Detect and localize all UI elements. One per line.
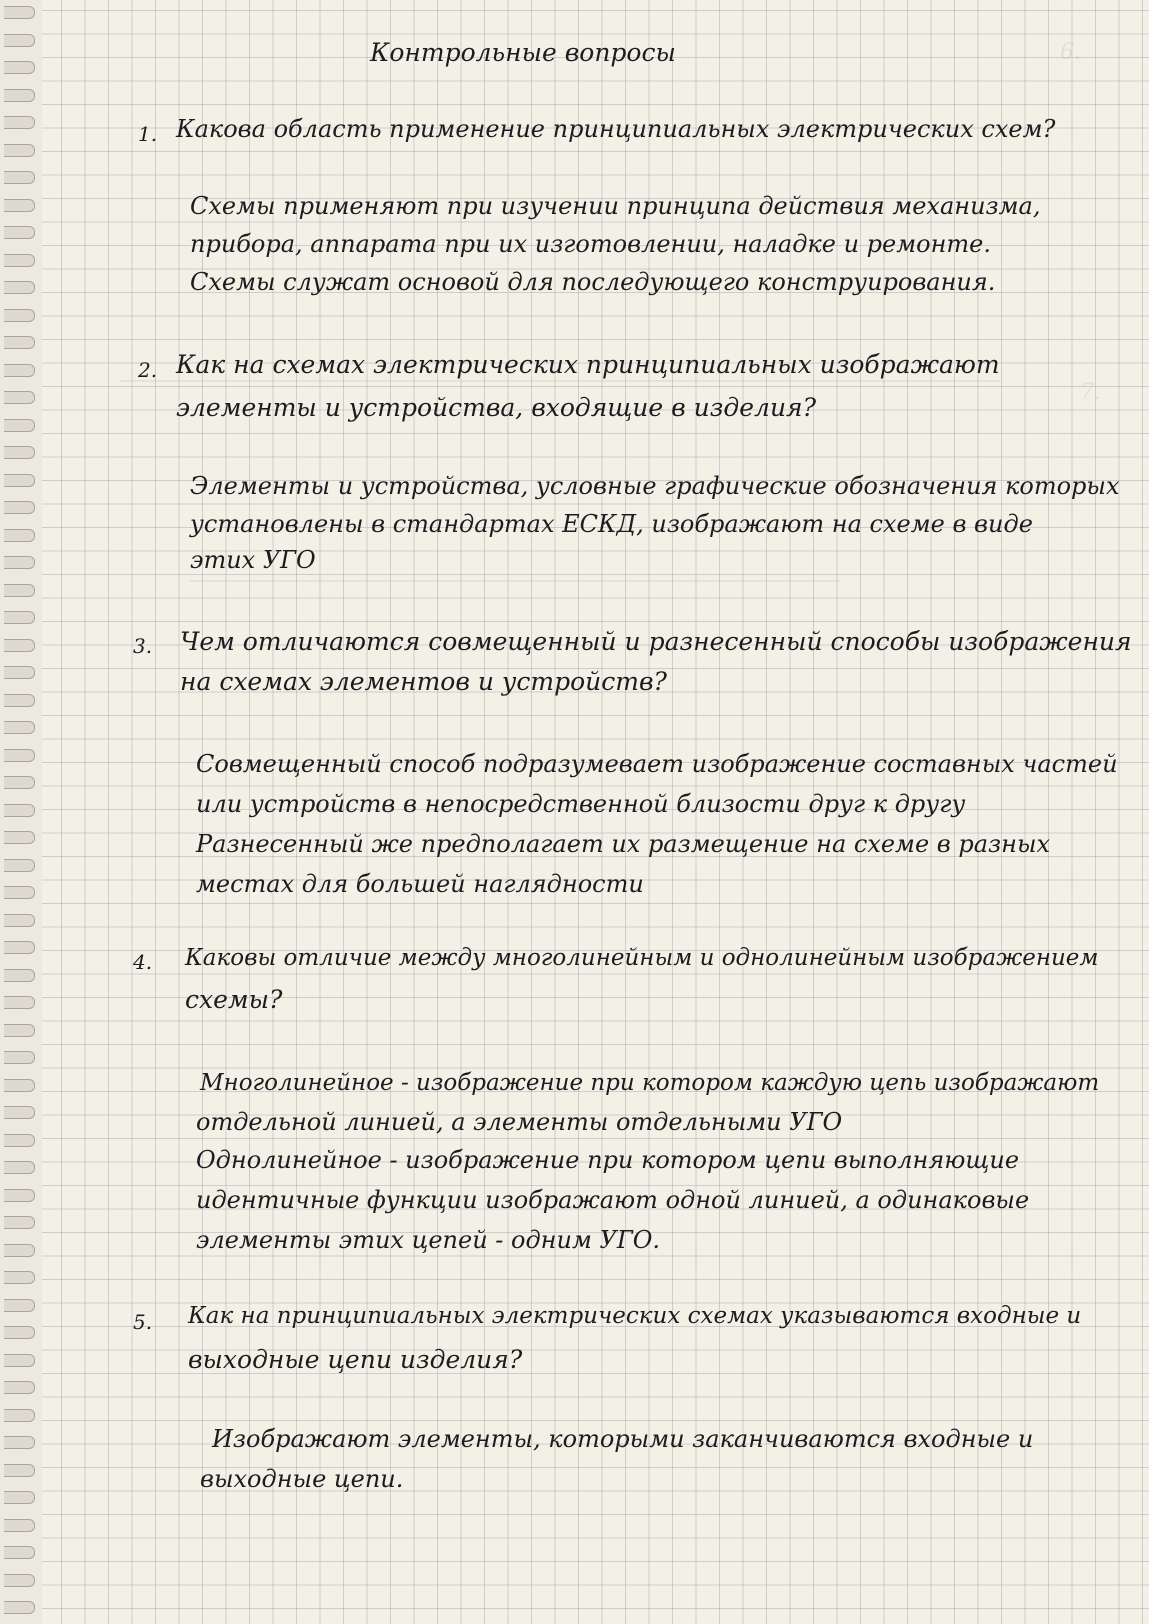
question-number: 2. (138, 358, 158, 382)
binding-hole (4, 1354, 35, 1367)
binding-hole (4, 1409, 35, 1422)
spiral-binding-edge (0, 0, 42, 1624)
binding-hole (4, 309, 35, 322)
binding-hole (4, 1079, 35, 1092)
question-number: 1. (138, 122, 158, 146)
question-number: 5. (133, 1310, 153, 1334)
binding-hole (4, 584, 35, 597)
binding-hole (4, 1546, 35, 1559)
binding-hole (4, 1601, 35, 1614)
binding-hole (4, 941, 35, 954)
answer-text: этих УГО (190, 546, 316, 574)
binding-hole (4, 556, 35, 569)
binding-hole (4, 1491, 35, 1504)
answer-text: Многолинейное - изображение при котором каждую цепь изображают (200, 1070, 1100, 1096)
binding-hole (4, 529, 35, 542)
binding-hole (4, 969, 35, 982)
binding-hole (4, 914, 35, 927)
binding-hole (4, 6, 35, 19)
bleed-through-mark: 6. (1060, 40, 1081, 65)
binding-hole (4, 1189, 35, 1202)
binding-hole (4, 694, 35, 707)
binding-hole (4, 1271, 35, 1284)
binding-hole (4, 391, 35, 404)
binding-hole (4, 1381, 35, 1394)
binding-hole (4, 226, 35, 239)
binding-hole (4, 501, 35, 514)
binding-hole (4, 776, 35, 789)
question-text: Какова область применение принципиальных электрических схем? (176, 115, 1056, 143)
binding-hole (4, 364, 35, 377)
binding-hole (4, 116, 35, 129)
question-text: схемы? (185, 985, 283, 1014)
bleed-through-mark: 7. (1080, 380, 1101, 405)
binding-hole (4, 199, 35, 212)
binding-hole (4, 831, 35, 844)
question-text: Как на схемах электрических принципиальных изображают (176, 350, 1000, 379)
binding-hole (4, 1436, 35, 1449)
binding-hole (4, 1024, 35, 1037)
bleed-through-mark (120, 380, 1000, 382)
question-text: Каковы отличие между многолинейным и однолинейным изображением (185, 945, 1099, 971)
binding-hole (4, 1519, 35, 1532)
binding-hole (4, 1464, 35, 1477)
binding-hole (4, 336, 35, 349)
binding-hole (4, 1244, 35, 1257)
answer-text: Однолинейное - изображение при котором цепи выполняющие (196, 1146, 1020, 1174)
binding-hole (4, 996, 35, 1009)
binding-hole (4, 1134, 35, 1147)
binding-hole (4, 639, 35, 652)
answer-text: Схемы применяют при изучении принципа действия механизма, (190, 192, 1041, 220)
question-number: 3. (133, 634, 153, 658)
binding-hole (4, 804, 35, 817)
answer-text: Совмещенный способ подразумевает изображение составных частей (196, 750, 1118, 778)
binding-hole (4, 446, 35, 459)
binding-hole (4, 144, 35, 157)
answer-text: Схемы служат основой для последующего конструирования. (190, 268, 996, 296)
binding-hole (4, 171, 35, 184)
question-text: Чем отличаются совмещенный и разнесенный способы изображения (180, 627, 1132, 656)
question-number: 4. (133, 950, 153, 974)
binding-hole (4, 254, 35, 267)
binding-hole (4, 419, 35, 432)
answer-text: Изображают элементы, которыми заканчиваются входные и (212, 1425, 1034, 1453)
answer-text: Элементы и устройства, условные графические обозначения которых (190, 472, 1120, 500)
question-text: Как на принципиальных электрических схемах указываются входные и (188, 1303, 1082, 1329)
binding-hole (4, 34, 35, 47)
binding-hole (4, 1051, 35, 1064)
binding-hole (4, 1574, 35, 1587)
answer-text: идентичные функции изображают одной линией, а одинаковые (196, 1186, 1030, 1214)
question-text: на схемах элементов и устройств? (180, 667, 667, 696)
answer-text: Разнесенный же предполагает их размещение на схеме в разных (196, 830, 1051, 858)
binding-hole (4, 281, 35, 294)
answer-text: элементы этих цепей - одним УГО. (196, 1226, 661, 1254)
binding-hole (4, 1161, 35, 1174)
binding-hole (4, 886, 35, 899)
binding-hole (4, 721, 35, 734)
binding-hole (4, 749, 35, 762)
bleed-through-mark (190, 580, 840, 582)
question-text: элементы и устройства, входящие в изделия? (176, 393, 817, 422)
page-title: Контрольные вопросы (370, 38, 676, 67)
binding-hole (4, 61, 35, 74)
answer-text: местах для большей наглядности (196, 870, 644, 898)
answer-text: отдельной линией, а элементы отдельными УГО (196, 1108, 843, 1136)
binding-hole (4, 1299, 35, 1312)
binding-hole (4, 89, 35, 102)
answer-text: прибора, аппарата при их изготовлении, наладке и ремонте. (190, 230, 991, 258)
binding-hole (4, 1216, 35, 1229)
binding-hole (4, 474, 35, 487)
answer-text: или устройств в непосредственной близости друг к другу (196, 790, 966, 818)
answer-text: установлены в стандартах ЕСКД, изображают на схеме в виде (190, 510, 1033, 538)
binding-hole (4, 666, 35, 679)
question-text: выходные цепи изделия? (188, 1345, 523, 1374)
answer-text: выходные цепи. (200, 1465, 404, 1493)
binding-hole (4, 1106, 35, 1119)
binding-hole (4, 1326, 35, 1339)
binding-hole (4, 859, 35, 872)
binding-hole (4, 611, 35, 624)
